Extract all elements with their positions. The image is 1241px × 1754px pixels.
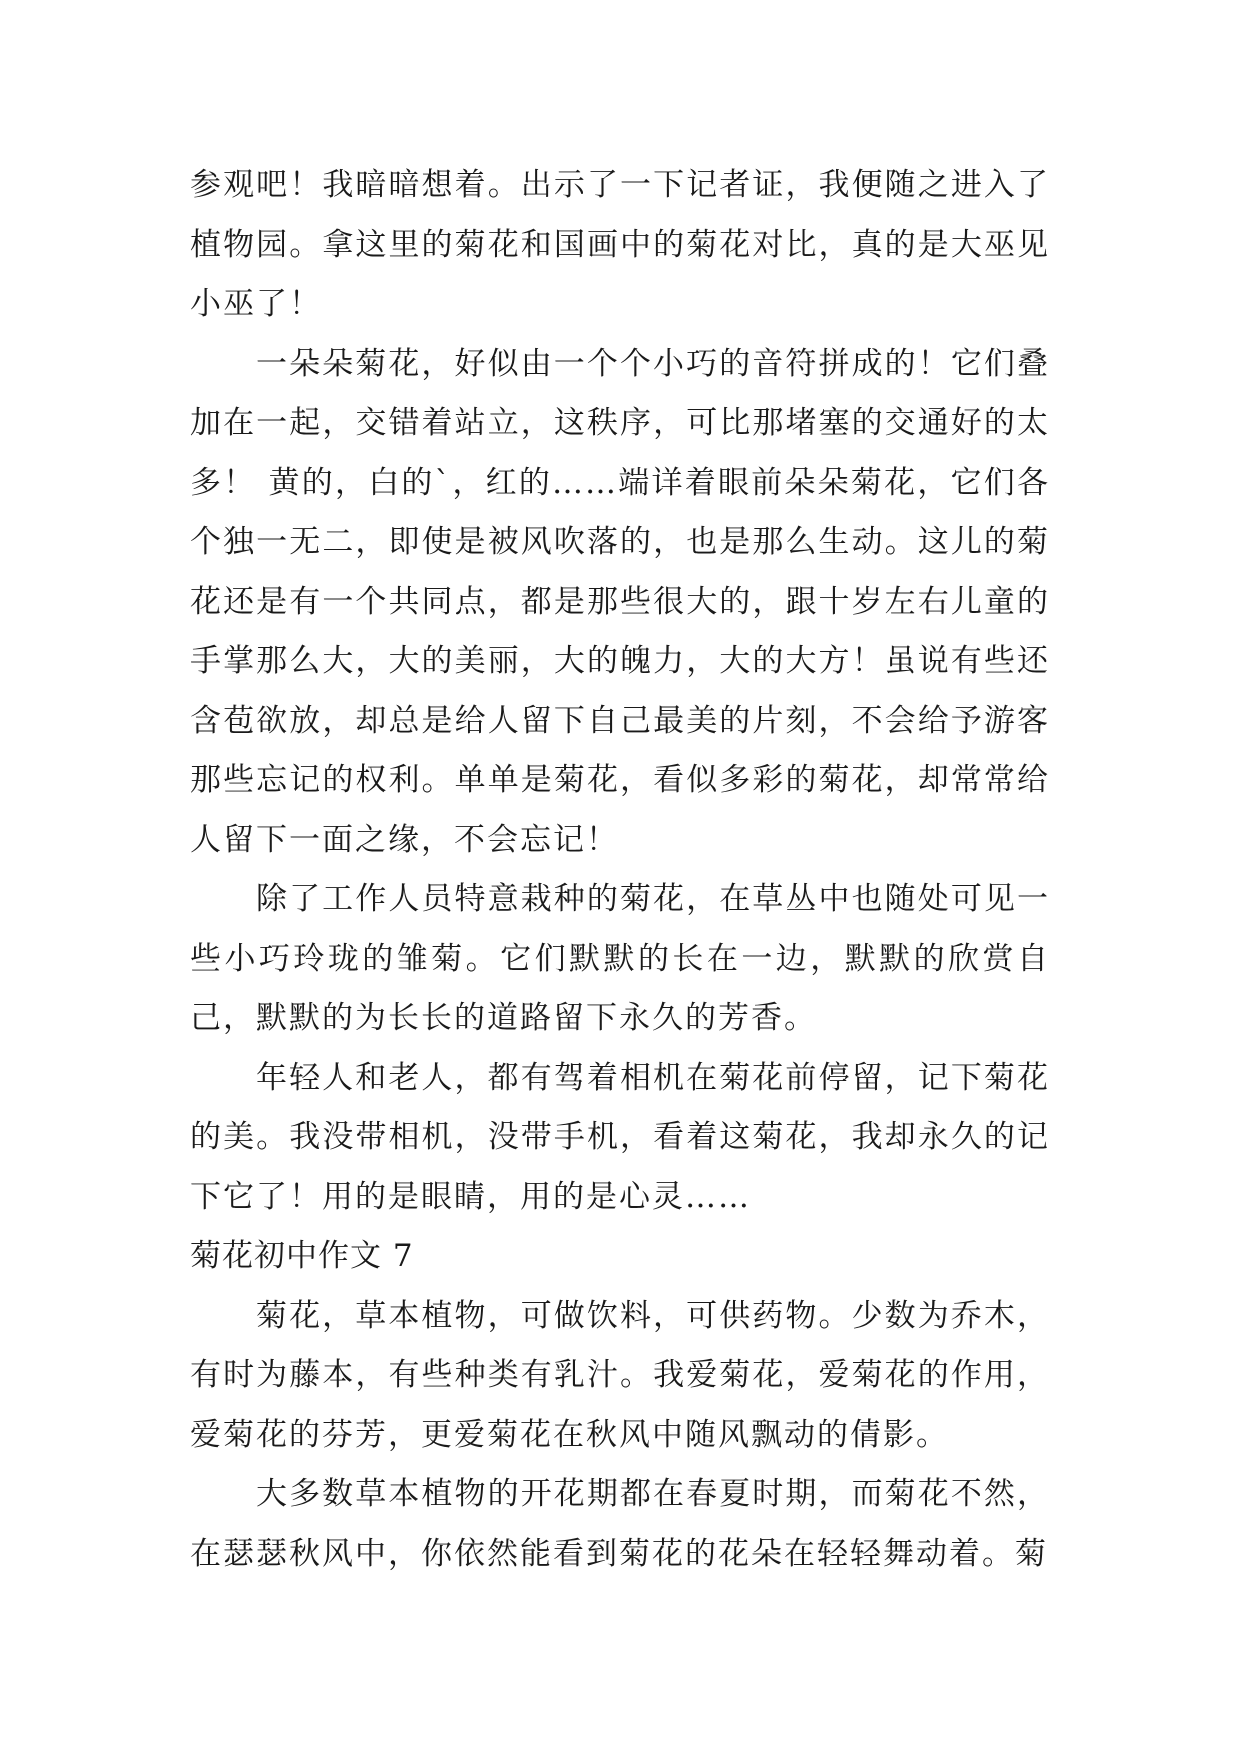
section-title: 菊花初中作文 7 [190,1238,414,1274]
document-body [190,156,1050,1584]
paragraph-continued: 参观吧！我暗暗想着。出示了一下记者证，我便随之进入了植物园。拿这里的菊花和国画中的菊花对比，真的是大巫见小巫了！ [190,167,1050,322]
paragraph-section-autumn: 大多数草本植物的开花期都在春夏时期，而菊花不然，在瑟瑟秋风中，你依然能看到菊花的花朵在轻轻舞动着。菊 [190,1476,1050,1572]
paragraph-chrysanthemum-description: 一朵朵菊花，好似由一个个小巧的音符拼成的！它们叠加在一起，交错着站立，这秩序，可比那堵塞的交通好的太多！ 黄的，白的`，红的……端详着眼前朵朵菊花，它们各个独一无二，即使是被风吹落的，也是那么生动。这儿的菊花还是有一个共同点，都是那些很大的，跟十岁左右儿童的手掌那么大，大的美丽，大的魄力，大的大方！虽说有些还含苞欲放，却总是给人留下自己最美的片刻，不会给予游客那些忘记的权利。单单是菊花，看似多彩的菊花，却常常给人留下一面之缘，不会忘记！ [190,345,1050,858]
paragraph-section-intro: 菊花，草本植物，可做饮料，可供药物。少数为乔木，有时为藤本，有些种类有乳汁。我爱菊花，爱菊花的作用，爱菊花的芬芳，更爱菊花在秋风中随风飘动的倩影。 [190,1297,1050,1453]
paragraph-remember: 年轻人和老人，都有驾着相机在菊花前停留，记下菊花的美。我没带相机，没带手机，看着这菊花，我却永久的记下它了！用的是眼睛，用的是心灵…… [190,1059,1050,1215]
paragraph-daisies: 除了工作人员特意栽种的菊花，在草丛中也随处可见一些小巧玲珑的雏菊。它们默默的长在一边，默默的欣赏自己，默默的为长长的道路留下永久的芳香。 [190,881,1050,1036]
